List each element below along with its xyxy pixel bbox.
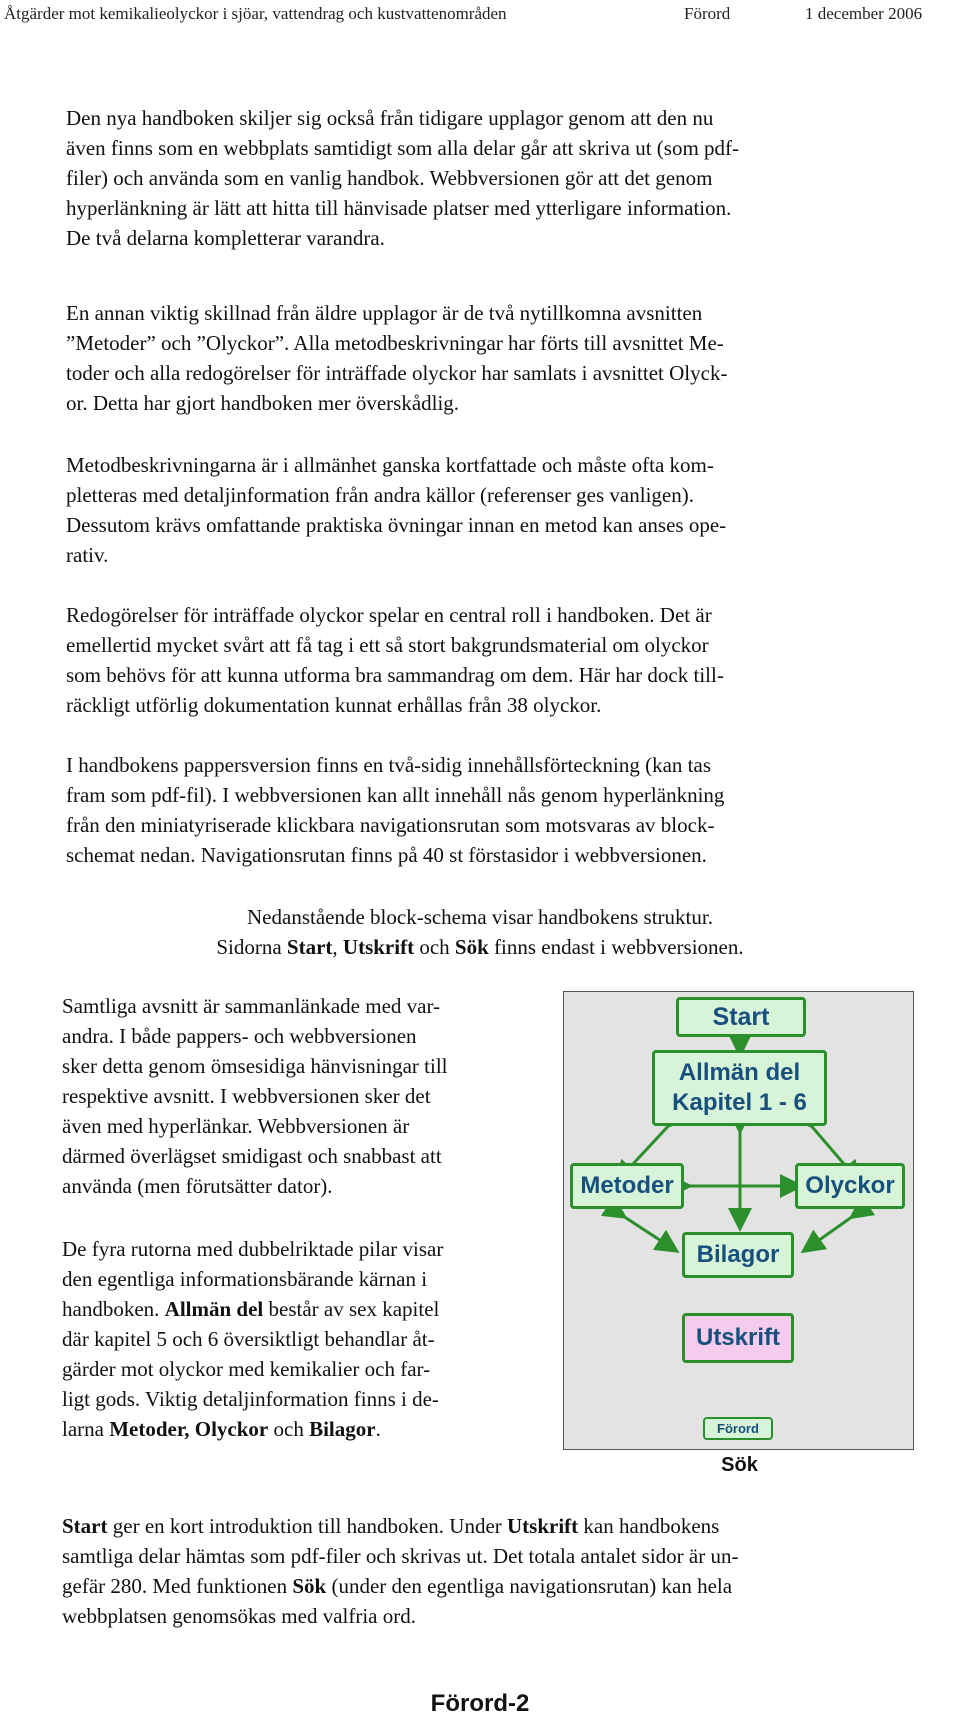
- final-paragraph: [62, 1511, 907, 1631]
- text-line: gefär 280. Med funktionen Sök (under den egentliga navigationsrutan) kan hela: [62, 1574, 733, 1598]
- text-line: sker detta genom ömsesidiga hänvisningar till: [62, 1054, 448, 1078]
- text-line: respektive avsnitt. I webbversionen sker det: [62, 1084, 431, 1108]
- olyckor-box[interactable]: Olyckor: [795, 1163, 905, 1209]
- start-box[interactable]: Start: [676, 997, 806, 1037]
- paragraph-4: [66, 600, 911, 720]
- text-line: som behövs för att kunna utforma bra sammandrag om dem. Här har dock till-: [66, 663, 724, 687]
- text-line: där kapitel 5 och 6 översiktligt behandlar åt-: [62, 1327, 435, 1351]
- text-line: handboken. Allmän del består av sex kapitel: [62, 1297, 440, 1321]
- text-line: emellertid mycket svårt att få tag i ett så stort bakgrundsmaterial om olyckor: [66, 633, 709, 657]
- text-line: gärder mot olyckor med kemikalier och far-: [62, 1357, 431, 1381]
- text-line: samtliga delar hämtas som pdf-filer och skrivas ut. Det totala antalet sidor är un-: [62, 1544, 739, 1568]
- text-line: De fyra rutorna med dubbelriktade pilar visar: [62, 1237, 444, 1261]
- bilagor-box[interactable]: Bilagor: [682, 1232, 794, 1278]
- paragraph-5: [66, 750, 911, 870]
- text-line: fram som pdf-fil). I webbversionen kan allt innehåll nås genom hyperlänkning: [66, 783, 725, 807]
- side-paragraph-1: [62, 991, 562, 1201]
- text-line: räckligt utförlig dokumentation kunnat erhållas från 38 olyckor.: [66, 693, 602, 717]
- section-name: Förord: [684, 4, 731, 23]
- allman-del-box[interactable]: Allmän del Kapitel 1 - 6: [652, 1050, 827, 1126]
- text-line: Den nya handboken skiljer sig också från tidigare upplagor genom att den nu: [66, 106, 714, 130]
- text-line: ”Metoder” och ”Olyckor”. Alla metodbeskrivningar har förts till avsnittet Me-: [66, 331, 724, 355]
- arrow-metoder-bilagor: [620, 1214, 672, 1248]
- forord-box[interactable]: Förord: [703, 1417, 773, 1440]
- text-line: larna Metoder, Olyckor och Bilagor.: [62, 1417, 381, 1441]
- text-line: schemat nedan. Navigationsrutan finns på 40 st förstasidor i webbversionen.: [66, 843, 707, 867]
- text-line: från den miniatyriserade klickbara navigationsrutan som motsvaras av block-: [66, 813, 715, 837]
- text-line: ligt gods. Viktig detaljinformation finns i de-: [62, 1387, 439, 1411]
- arrow-olyckor-bilagor: [808, 1214, 856, 1248]
- page-number: Förord-2: [430, 1690, 530, 1717]
- text-line: Dessutom krävs omfattande praktiska övningar innan en metod kan anses ope-: [66, 513, 727, 537]
- utskrift-box[interactable]: Utskrift: [682, 1313, 794, 1363]
- side-paragraph-2: [62, 1234, 562, 1444]
- text-line: Samtliga avsnitt är sammanlänkade med var-: [62, 994, 441, 1018]
- structure-diagram: [563, 991, 914, 1450]
- paragraph-2: [66, 298, 911, 418]
- text-line: En annan viktig skillnad från äldre upplagor är de två nytillkomna avsnitten: [66, 301, 703, 325]
- text-line: webbplatsen genomsökas med valfria ord.: [62, 1604, 416, 1628]
- text-line: Metodbeskrivningarna är i allmänhet ganska kortfattade och måste ofta kom-: [66, 453, 714, 477]
- text-line: även finns som en webbplats samtidigt som alla delar går att skriva ut (som pdf-: [66, 136, 740, 160]
- text-line: toder och alla redogörelser för inträffade olyckor har samlats i avsnittet Olyck-: [66, 361, 728, 385]
- text-line: därmed överlägset smidigast och snabbast att: [62, 1144, 442, 1168]
- text-line: den egentliga informationsbärande kärnan i: [62, 1267, 428, 1291]
- text-line: använda (men förutsätter dator).: [62, 1174, 333, 1198]
- sok-label[interactable]: Sök: [721, 1454, 758, 1476]
- document-date: 1 december 2006: [805, 4, 923, 23]
- caption-line-1: Nedanstående block-schema visar handbokens struktur.: [247, 905, 713, 929]
- text-line: pletteras med detaljinformation från andra källor (referenser ges vanligen).: [66, 483, 694, 507]
- diagram-caption: [0, 902, 960, 962]
- text-line: rativ.: [66, 543, 109, 567]
- text-line: De två delarna kompletterar varandra.: [66, 226, 385, 250]
- text-line: Redogörelser för inträffade olyckor spelar en central roll i handboken. Det är: [66, 603, 712, 627]
- document-title: Åtgärder mot kemikalieolyckor i sjöar, vattendrag och kustvattenområden: [4, 4, 507, 23]
- caption-line-2: Sidorna Start, Utskrift och Sök finns endast i webbversionen.: [216, 935, 744, 959]
- text-line: hyperlänkning är lätt att hitta till hänvisade platser med ytterligare information.: [66, 196, 732, 220]
- text-line: or. Detta har gjort handboken mer överskådlig.: [66, 391, 460, 415]
- text-line: filer) och använda som en vanlig handbok. Webbversionen gör att det genom: [66, 166, 713, 190]
- text-line: andra. I både pappers- och webbversionen: [62, 1024, 417, 1048]
- metoder-box[interactable]: Metoder: [570, 1163, 684, 1209]
- paragraph-3: [66, 450, 911, 570]
- paragraph-1: [66, 103, 911, 253]
- page-header: [0, 2, 960, 28]
- text-line: I handbokens pappersversion finns en två-sidig innehållsförteckning (kan tas: [66, 753, 712, 777]
- text-line: Start ger en kort introduktion till handboken. Under Utskrift kan handbokens: [62, 1514, 720, 1538]
- text-line: även med hyperlänkar. Webbversionen är: [62, 1114, 410, 1138]
